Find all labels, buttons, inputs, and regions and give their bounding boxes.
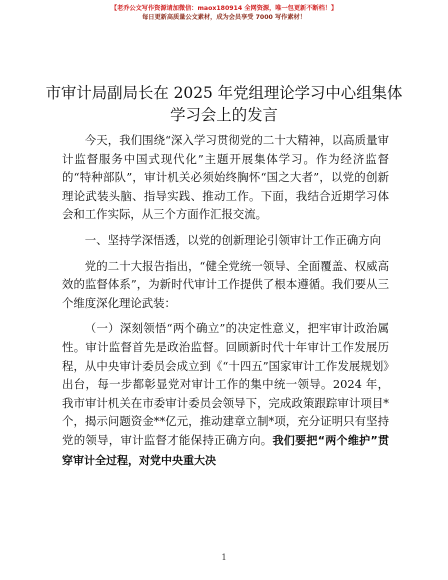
section-1-paragraph: 党的二十大报告指出，“健全党统一领导、全面覆盖、权威高效的监督体系”，为新时代审计工作提供了根本遵循。我们要从三个维度深化理论武装： (62, 258, 389, 310)
promo-banner-line-2: 每日更新高质量公文素材，成为会员享受 7000 写作素材！ (142, 14, 306, 21)
document-body (62, 131, 389, 470)
page-number: 1 (221, 553, 227, 562)
document-title: 市审计局副局长在 2025 年党组理论学习中心组集体学习会上的发言 (45, 84, 403, 124)
promo-banner-line-1: 【老乔公文写作资源请加微信：maox180914 全网资源，唯一包更新不断档！】 (110, 5, 338, 12)
subsection-1-text: （一）深刻领悟“两个确立”的决定性意义，把牢审计政治属性。审计监督首先是政治监督。回顾新时代十年审计工作发展历程，从中央审计委员会成立到《“十四五”国家审计工作发展规划》出台，每一步都彰显党对审计工作的集中统一领导。2024 年，我市审计机关在市委审计委员会领导下，完成政策跟踪审计项目*个，揭示问题资金**亿元，推动建章立制*项，充分证明只有坚持党的领导，审计监督才能保持正确方向。 (62, 321, 389, 447)
intro-paragraph: 今天，我们围绕“深入学习贯彻党的二十大精神，以高质量审计监督服务中国式现代化”主题开展集体学习。作为经济监督的“特种部队”，审计机关必须始终胸怀“国之大者”，以党的创新理论武装头脑、指导实践、推动工作。下面，我结合近期学习体会和工作实际，从三个方面作汇报交流。 (62, 133, 389, 222)
section-heading-1: 一、坚持学深悟透，以党的创新理论引领审计工作正确方向 (84, 232, 381, 247)
subsection-1-paragraph (62, 319, 389, 470)
subsection-1-bold-text: 我们要把“两个维护”贯穿审计全过程，对党中央重大决 (62, 433, 389, 467)
promo-banner (0, 4, 448, 22)
